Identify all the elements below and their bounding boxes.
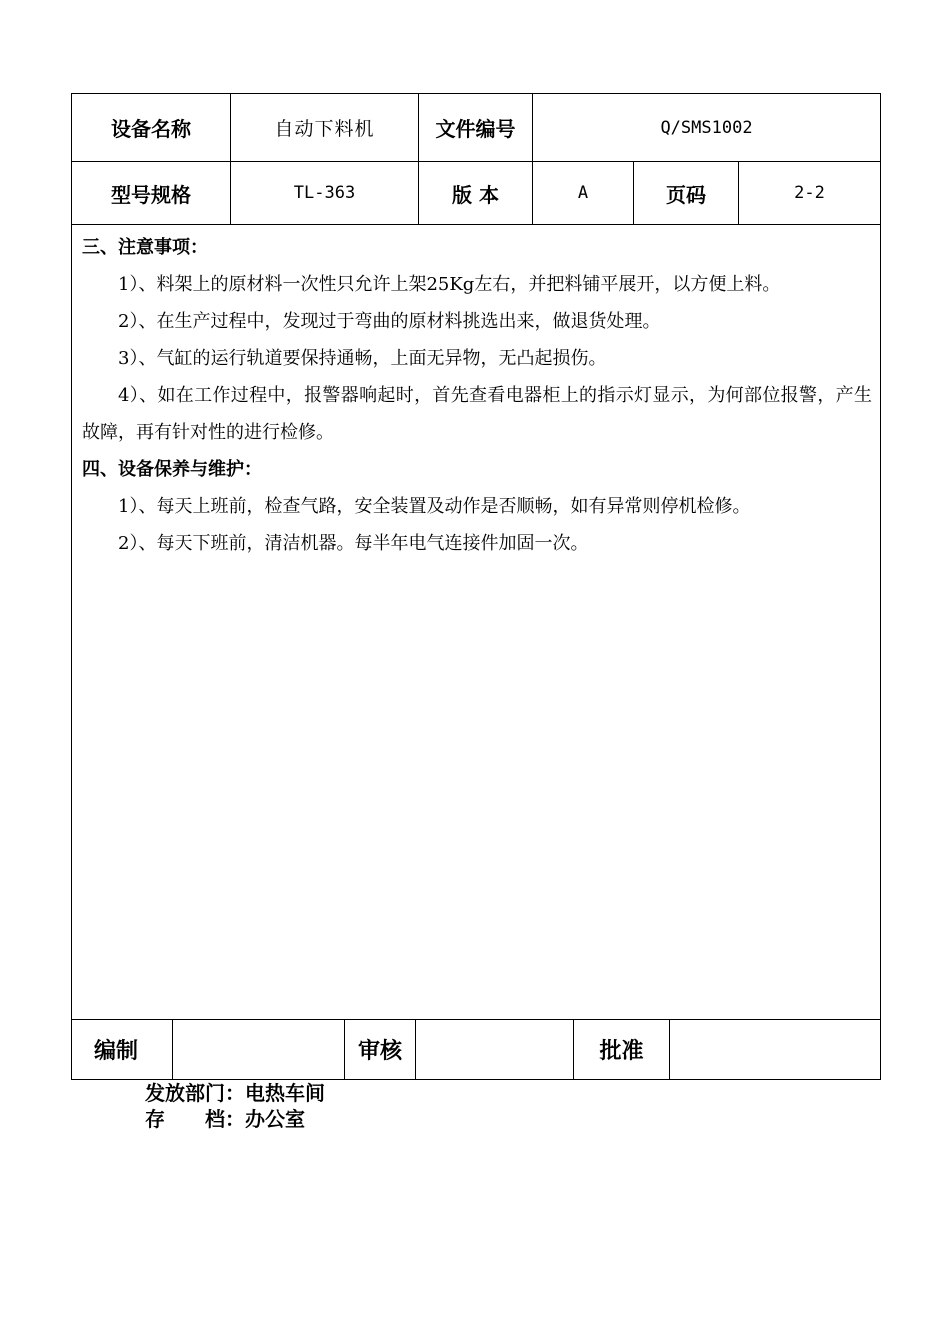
equipment-name-value: 自动下料机: [231, 94, 419, 161]
approved-by-field[interactable]: [670, 1020, 880, 1079]
approved-by-label: 批准: [574, 1020, 670, 1079]
model-spec-label: 型号规格: [72, 162, 231, 224]
section-3-item: 3）、气缸的运行轨道要保持通畅，上面无异物，无凸起损伤。: [118, 348, 607, 369]
section-3-item: 1）、料架上的原材料一次性只允许上架25Kg左右，并把料铺平展开，以方便上料。: [118, 274, 781, 295]
section-4-title: 四、设备保养与维护：: [82, 459, 262, 480]
model-spec-value: TL-363: [231, 162, 419, 224]
document-number-value: Q/SMS1002: [660, 117, 753, 138]
section-3-title: 三、注意事项：: [82, 237, 208, 258]
section-3-item: 2）、在生产过程中，发现过于弯曲的原材料挑选出来，做退货处理。: [118, 311, 661, 332]
document-table: [71, 93, 881, 1080]
section-4-item: 2）、每天下班前，清洁机器。每半年电气连接件加固一次。: [118, 533, 589, 554]
version-label: 版 本: [419, 162, 533, 224]
issued-department: 发放部门：电热车间: [145, 1081, 325, 1105]
header-row-2: [72, 162, 880, 225]
reviewed-by-label: 审核: [345, 1020, 416, 1079]
document-number-label: 文件编号: [419, 94, 533, 161]
signoff-row: [72, 1019, 880, 1079]
archive-location: 存 档：办公室: [145, 1107, 305, 1131]
content-area: [72, 225, 880, 1019]
page-label: 页码: [634, 162, 739, 224]
header-row-1: [72, 94, 880, 162]
reviewed-by-field[interactable]: [416, 1020, 574, 1079]
prepared-by-field[interactable]: [173, 1020, 345, 1079]
page-value: 2-2: [794, 183, 825, 203]
section-4-item: 1）、每天上班前，检查气路，安全装置及动作是否顺畅，如有异常则停机检修。: [118, 496, 751, 517]
prepared-by-label: 编制: [72, 1020, 173, 1079]
section-3-item: 4）、如在工作过程中，报警器响起时，首先查看电器柜上的指示灯显示，为何部位报警，产生故障，再有针对性的进行检修。: [82, 385, 872, 443]
version-value: A: [533, 162, 634, 224]
equipment-name-label: 设备名称: [72, 94, 231, 161]
